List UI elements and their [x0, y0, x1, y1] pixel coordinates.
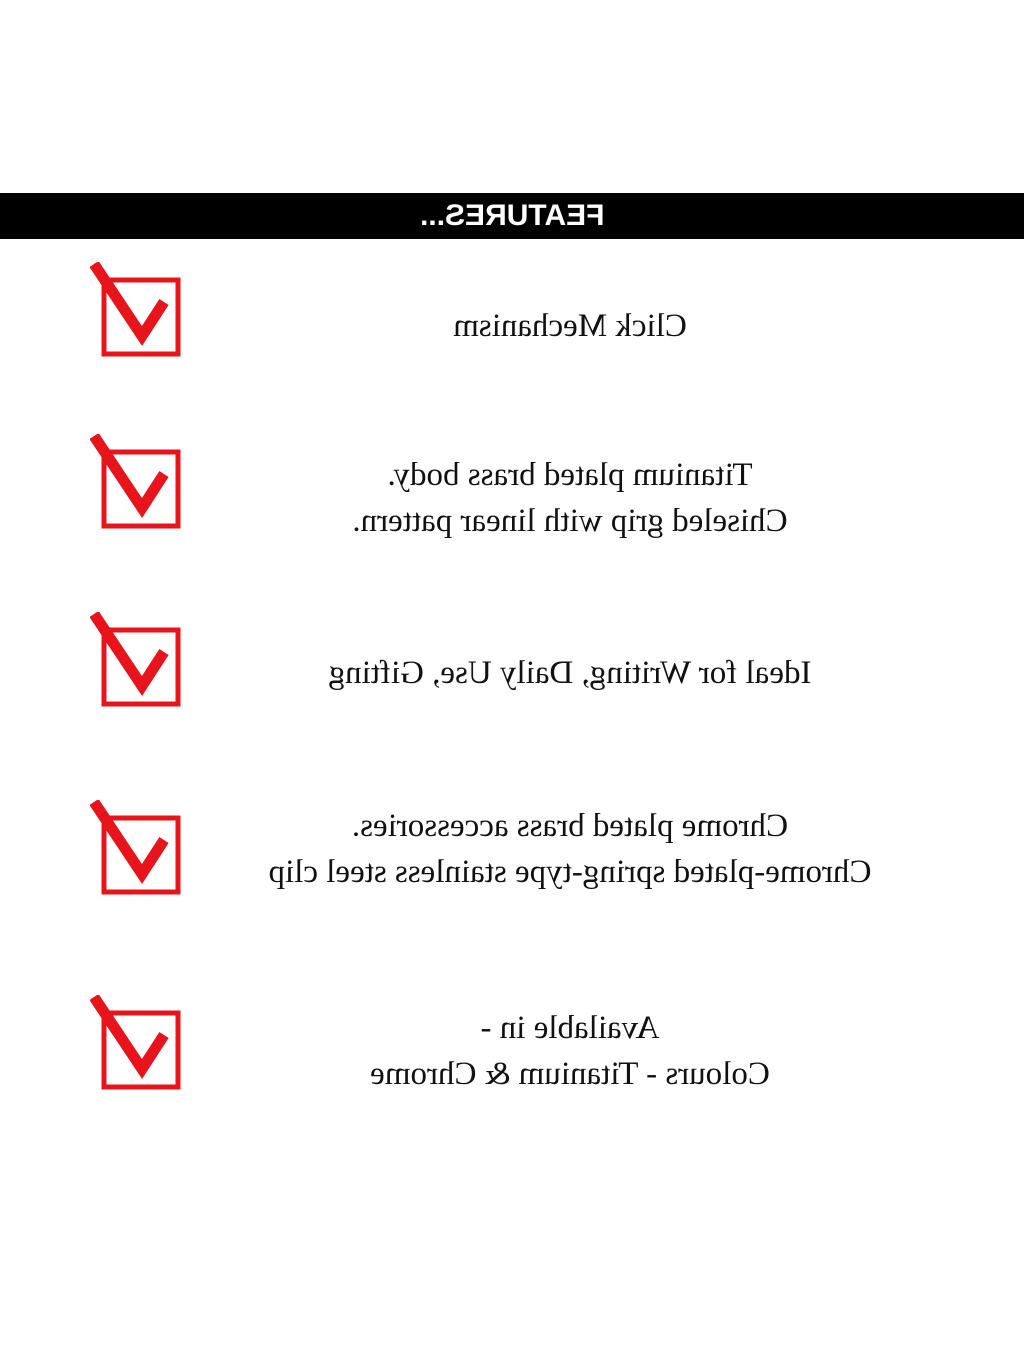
feature-line: Chrome-plated spring-type stainless steel clip: [268, 854, 872, 890]
feature-text: [200, 803, 940, 895]
feature-text: [200, 650, 940, 696]
feature-line: Titanium plated brass body.: [387, 457, 753, 493]
feature-line: Available in -: [480, 1010, 660, 1046]
banner-title: FEATURES...: [419, 199, 605, 232]
checkbox-checked-icon: [90, 612, 190, 712]
features-banner: [0, 193, 1024, 239]
feature-line: Click Mechanism: [453, 308, 687, 344]
feature-text: [200, 1005, 940, 1097]
checkbox-checked-icon: [90, 434, 190, 534]
feature-text: [200, 452, 940, 544]
feature-line: Colours - Titanium & Chrome: [370, 1056, 770, 1092]
feature-line: Chrome plated brass accessories.: [351, 808, 789, 844]
feature-line: Ideal for Writing, Daily Use, Gifting: [328, 655, 812, 691]
feature-text: [200, 303, 940, 349]
feature-line: Chiseled grip with linear pattern.: [352, 503, 788, 539]
checkbox-checked-icon: [90, 995, 190, 1095]
checkbox-checked-icon: [90, 262, 190, 362]
checkbox-checked-icon: [90, 800, 190, 900]
